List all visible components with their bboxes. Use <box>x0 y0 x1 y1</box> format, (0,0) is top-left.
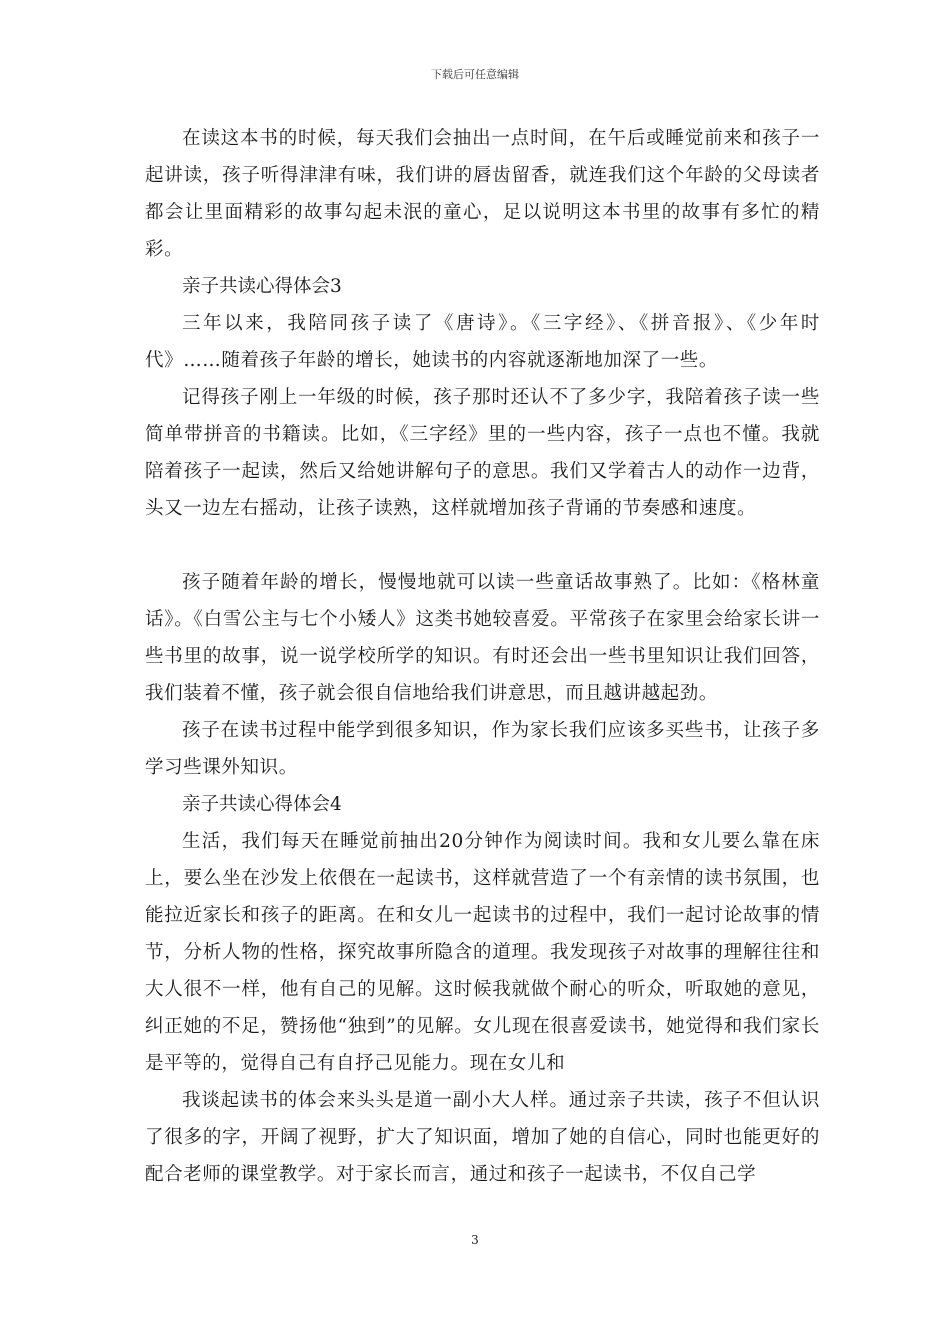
blank-line <box>145 527 820 564</box>
paragraph: 记得孩子刚上一年级的时候，孩子那时还认不了多少字，我陪着孩子读一些简单带拼音的书籍读。比如，《三字经》里的一些内容，孩子一点也不懂。我就陪着孩子一起读，然后又给她讲解句子的意思。我们又学着古人的动作一边背，头又一边左右摇动，让孩子读熟，这样就增加孩子背诵的节奏感和速度。 <box>145 387 820 519</box>
paragraph: 我谈起读书的体会来头头是道一副小大人样。通过亲子共读，孩子不但认识了很多的字，开阔了视野，扩大了知识面，增加了她的自信心，同时也能更好的配合老师的课堂教学。对于家长而言，通过和孩子一起读书，不仅自己学 <box>145 1090 820 1185</box>
page-header: 下载后可任意编辑 <box>431 68 519 81</box>
paragraph: 孩子随着年龄的增长，慢慢地就可以读一些童话故事熟了。比如：《格林童话》。《白雪公主与七个小矮人》这类书她较喜爱。平常孩子在家里会给家长讲一些书里的故事，说一说学校所学的知识。有时还会出一些书里知识让我们回答，我们装着不懂，孩子就会很自信地给我们讲意思，而且越讲越起劲。 <box>145 572 820 704</box>
page-number: 3 <box>471 1233 479 1247</box>
document-body <box>145 120 820 1193</box>
section-heading: 亲子共读心得体会3 <box>182 276 342 297</box>
paragraph: 在读这本书的时候，每天我们会抽出一点时间，在午后或睡觉前来和孩子一起讲读，孩子听得津津有味，我们讲的唇齿留香，就连我们这个年龄的父母读者都会让里面精彩的故事勾起未泯的童心，足以说明这本书里的故事有多忙的精彩。 <box>145 128 820 260</box>
paragraph: 三年以来，我陪同孩子读了《唐诗》。《三字经》、《拼音报》、《少年时代》……随着孩子年龄的增长，她读书的内容就逐渐地加深了一些。 <box>145 313 820 371</box>
paragraph: 生活，我们每天在睡觉前抽出20分钟作为阅读时间。我和女儿要么靠在床上，要么坐在沙发上依偎在一起读书，这样就营造了一个有亲情的读书氛围，也能拉近家长和孩子的距离。在和女儿一起读书的过程中，我们一起讨论故事的情节，分析人物的性格，探究故事所隐含的道理。我发现孩子对故事的理解往往和大人很不一样，他有自己的见解。这时候我就做个耐心的听众，听取她的意见，纠正她的不足，赞扬他“独到”的见解。女儿现在很喜爱读书，她觉得和我们家长是平等的，觉得自己有自抒己见能力。现在女儿和 <box>145 831 820 1074</box>
section-heading: 亲子共读心得体会4 <box>182 794 342 815</box>
paragraph: 孩子在读书过程中能学到很多知识，作为家长我们应该多买些书，让孩子多学习些课外知识。 <box>145 720 820 778</box>
